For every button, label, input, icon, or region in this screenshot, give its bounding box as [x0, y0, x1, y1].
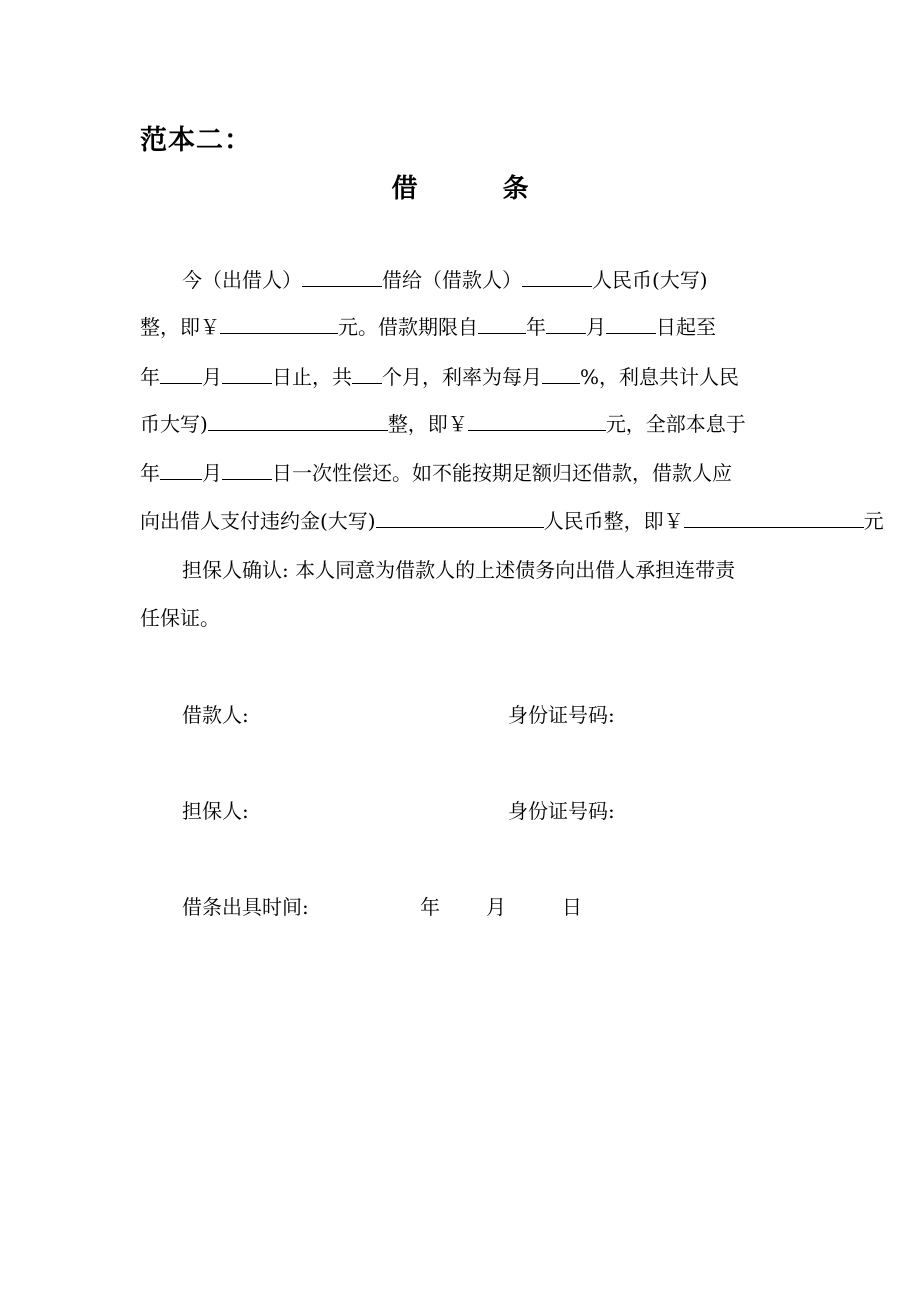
text-year: 年	[140, 365, 160, 389]
issue-date-month: 月	[486, 895, 506, 919]
text-lend-to: 借给（借款人）	[382, 268, 522, 292]
body-line-6	[140, 506, 920, 536]
text-rmb-yen: 人民币整，即￥	[543, 509, 684, 533]
guarantor-id-label: 身份证号码:	[508, 799, 615, 823]
text-month: 月	[202, 461, 222, 485]
text-yen: 整，即￥	[387, 412, 468, 436]
blank-interest-number[interactable]	[468, 410, 606, 431]
blank-rate[interactable]	[542, 363, 580, 384]
blank-end-month[interactable]	[160, 363, 202, 384]
text-month: 月	[586, 315, 606, 339]
text-rmb-upper: 人民币(大写)	[592, 268, 708, 292]
borrower-id-label: 身份证号码:	[508, 703, 615, 727]
blank-end-day[interactable]	[222, 363, 272, 384]
blank-months[interactable]	[352, 363, 382, 384]
borrower-label: 借款人:	[182, 703, 249, 727]
text-penalty: 向出借人支付违约金(大写)	[140, 509, 376, 533]
text-upper: 币大写)	[140, 412, 208, 436]
text-rate: 个月，利率为每月	[382, 365, 542, 389]
text-month: 月	[202, 365, 222, 389]
blank-start-year[interactable]	[478, 313, 526, 334]
sample-heading: 范本二：	[140, 125, 252, 156]
blank-repay-day[interactable]	[222, 459, 272, 480]
body-line-1	[182, 265, 920, 295]
text-term-from: 元。借款期限自	[338, 315, 478, 339]
text-yuan: 元	[863, 509, 884, 533]
blank-start-month[interactable]	[546, 313, 586, 334]
text-year: 年	[140, 461, 160, 485]
body-line-3	[140, 362, 920, 392]
issue-date-label: 借条出具时间:	[182, 895, 309, 919]
blank-lender[interactable]	[302, 266, 382, 287]
issue-date-day: 日	[562, 895, 582, 919]
text-repay-once: 日一次性偿还。如不能按期足额归还借款，借款人应	[272, 461, 732, 485]
text-lender: 今（出借人）	[182, 268, 302, 292]
body-line-5	[140, 458, 920, 488]
issue-date-year: 年	[420, 895, 440, 919]
blank-penalty-number[interactable]	[684, 507, 864, 528]
text-day-total: 日止，共	[272, 365, 352, 389]
blank-borrower[interactable]	[522, 266, 592, 287]
body-line-4	[140, 409, 920, 439]
text-yen: 整，即￥	[140, 315, 220, 339]
body-line-8: 任保证。	[140, 606, 220, 630]
body-line-7: 担保人确认: 本人同意为借款人的上述债务向出借人承担连带责	[182, 558, 736, 582]
blank-penalty-upper[interactable]	[376, 507, 544, 528]
blank-amount-number[interactable]	[220, 313, 338, 334]
blank-interest-upper[interactable]	[208, 410, 388, 431]
blank-start-day[interactable]	[606, 313, 656, 334]
text-year: 年	[526, 315, 546, 339]
blank-repay-month[interactable]	[160, 459, 202, 480]
text-day-to: 日起至	[656, 315, 716, 339]
document-title: 借 条	[391, 174, 567, 204]
text-all-principal: 元，全部本息于	[605, 412, 746, 436]
guarantor-label: 担保人:	[182, 799, 249, 823]
text-interest: %，利息共计人民	[580, 365, 740, 389]
body-line-2	[140, 312, 920, 342]
